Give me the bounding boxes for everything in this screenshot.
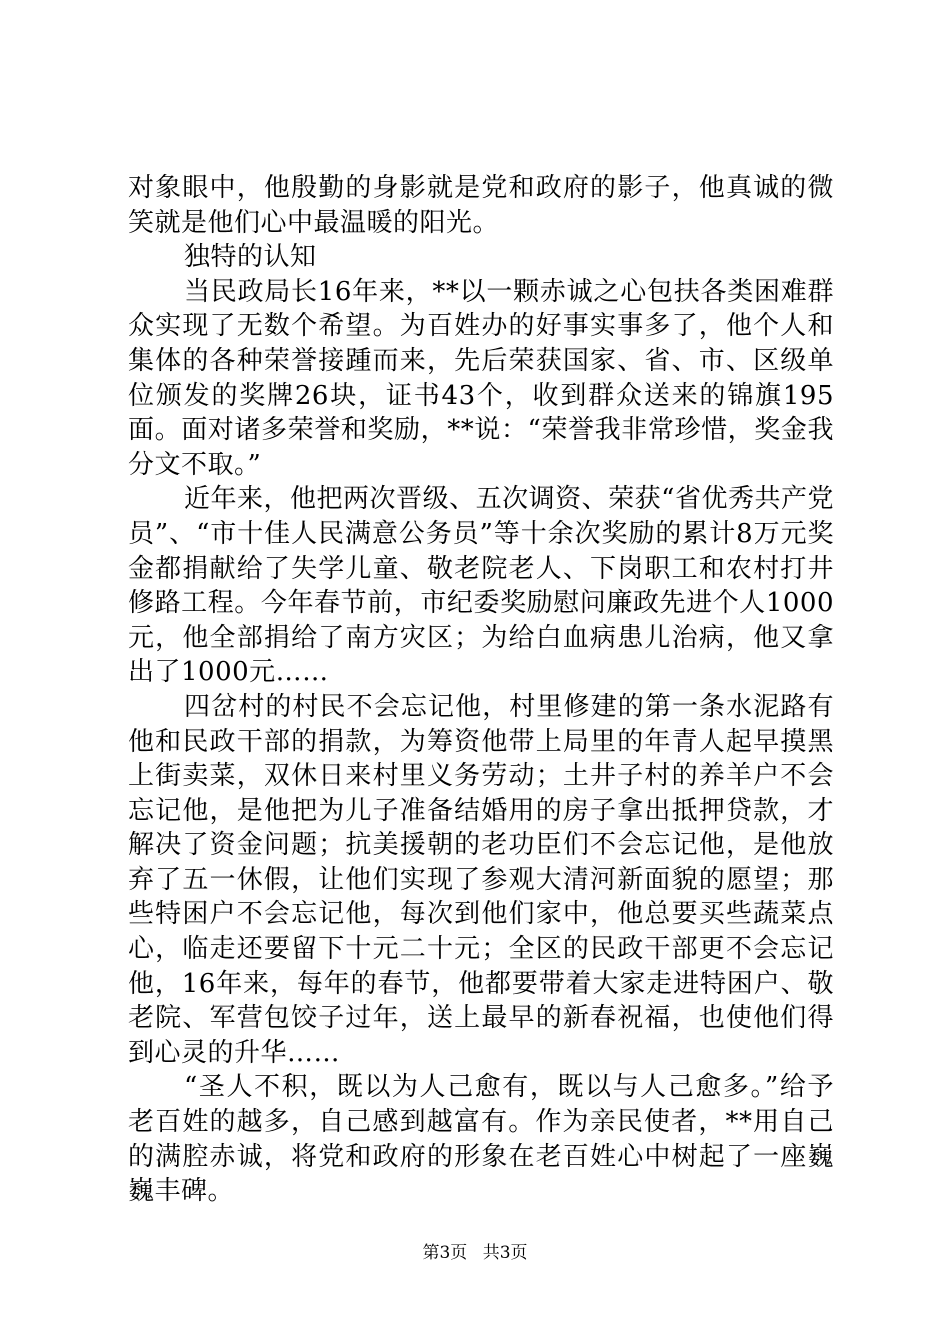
page-number: 第3页 bbox=[422, 1243, 468, 1263]
paragraph-honors: 当民政局长16年来，**以一颗赤诚之心包扶各类困难群众实现了无数个希望。为百姓办的好事实事多了，他个人和集体的各种荣誉接踵而来，先后荣获国家、省、市、区级单位颁发的奖牌26块，证书43个，收到群众送来的锦旗195面。面对诸多荣誉和奖励，**说：“荣誉我非常珍惜，奖金我分文不取。” bbox=[128, 276, 834, 480]
paragraph-conclusion: “圣人不积，既以为人己愈有，既以与人己愈多。”给予老百姓的越多，自己感到越富有。作为亲民使者，**用自己的满腔赤诚，将党和政府的形象在老百姓心中树起了一座巍巍丰碑。 bbox=[128, 1072, 834, 1207]
document-body bbox=[128, 171, 834, 1209]
section-heading: 独特的认知 bbox=[184, 242, 317, 273]
paragraph-villagers: 四岔村的村民不会忘记他，村里修建的第一条水泥路有他和民政干部的捐款，为筹资他带上局里的年青人起早摸黑上街卖菜，双休日来村里义务劳动；土井子村的养羊户不会忘记他，是他把为儿子准备结婚用的房子拿出抵押贷款，才解决了资金问题；抗美援朝的老功臣们不会忘记他，是他放弃了五一休假，让他们实现了参观大清河新面貌的愿望；那些特困户不会忘记他，每次到他们家中，他总要买些蔬菜点心，临走还要留下十元二十元；全区的民政干部更不会忘记他，16年来，每年的春节，他都要带着大家走进特困户、敬老院、军营包饺子过年，送上最早的新春祝福，也使他们得到心灵的升华…… bbox=[128, 691, 834, 1068]
paragraph-continuation: 对象眼中，他殷勤的身影就是党和政府的影子，他真诚的微笑就是他们心中最温暖的阳光。 bbox=[128, 173, 834, 238]
page-footer bbox=[0, 1241, 950, 1265]
page-total: 共3页 bbox=[482, 1243, 528, 1263]
paragraph-donations: 近年来，他把两次晋级、五次调资、荣获“省优秀共产党员”、“市十佳人民满意公务员”等十余次奖励的累计8万元奖金都捐献给了失学儿童、敬老院老人、下岗职工和农村打井修路工程。今年春节前，市纪委奖励慰问廉政先进个人1000元，他全部捐给了南方灾区；为给白血病患儿治病，他又拿出了1000元…… bbox=[128, 484, 834, 688]
